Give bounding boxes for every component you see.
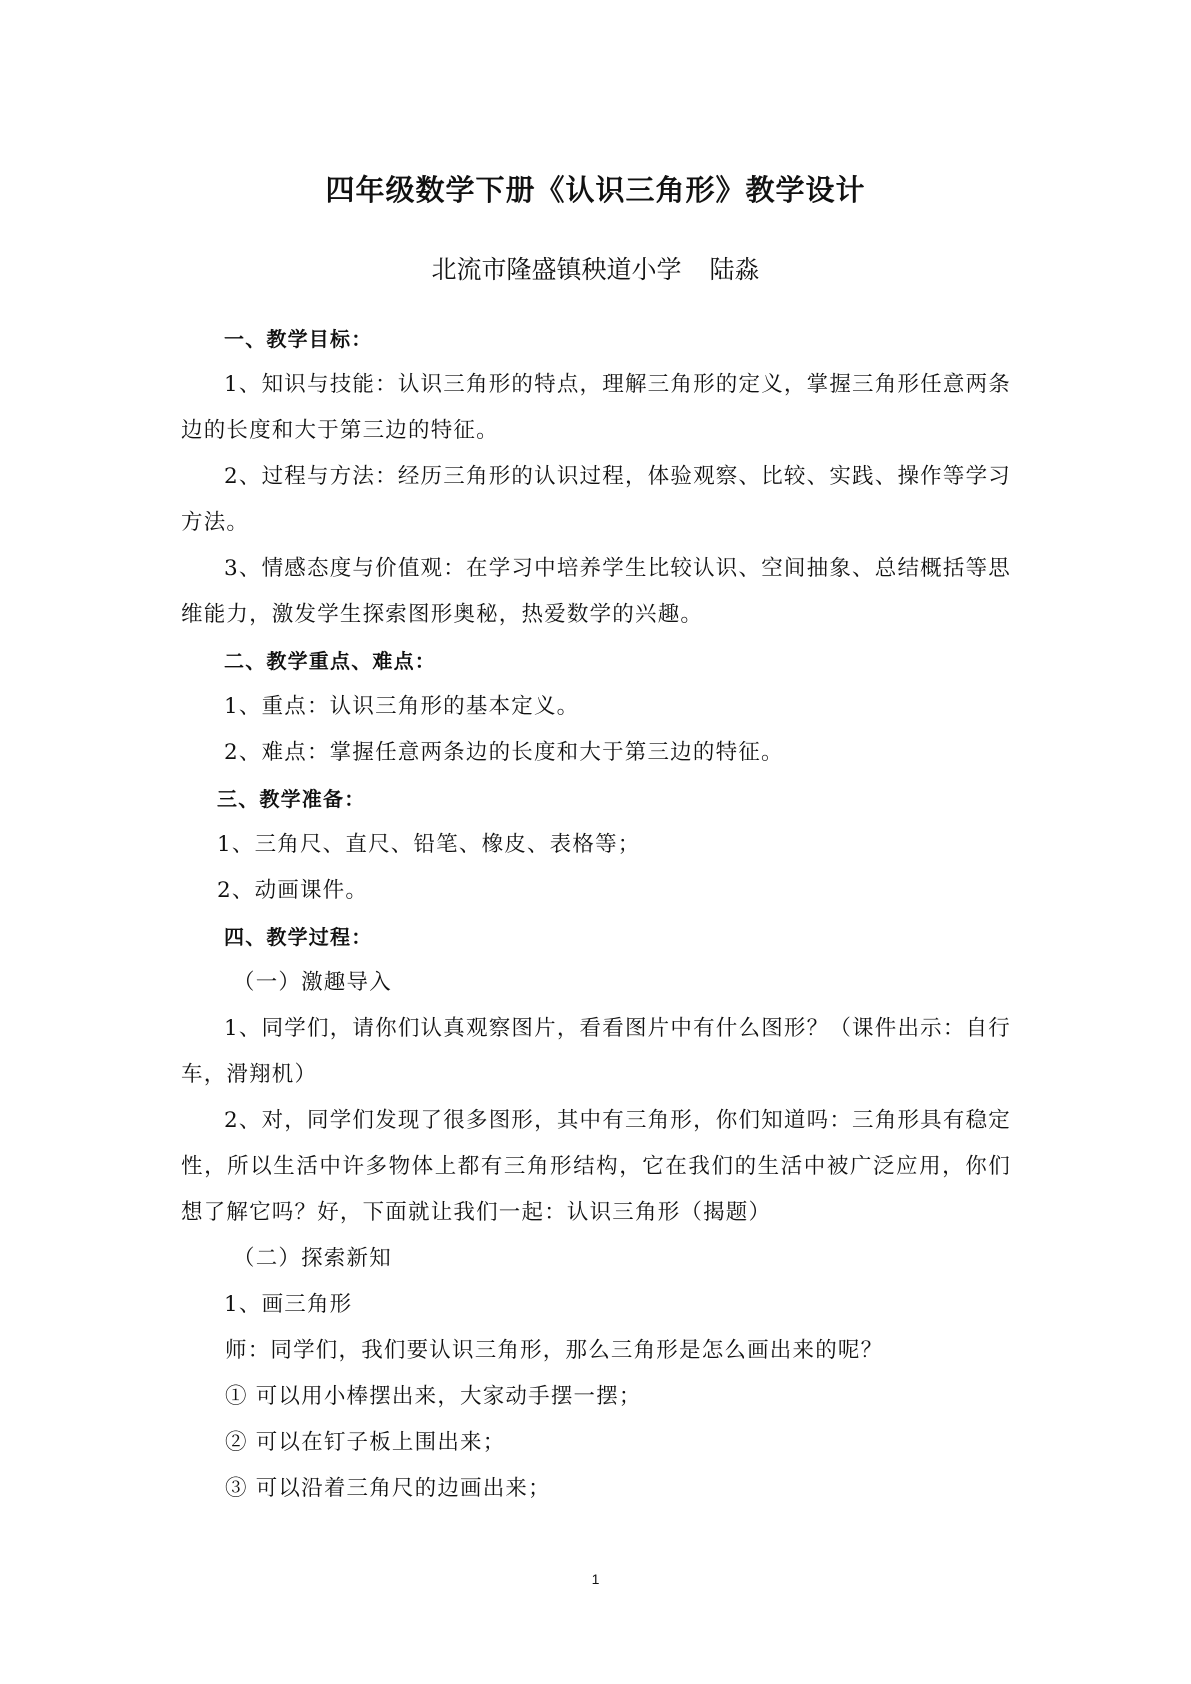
section-heading-objectives: 一、教学目标： [224,327,373,351]
section-heading-key-points: 二、教学重点、难点： [224,649,436,673]
section-heading-process: 四、教学过程： [224,925,373,949]
paragraph-courseware: 2、动画课件。 [217,878,369,903]
list-item-set-square: ③ 可以沿着三角尺的边画出来； [225,1476,551,1501]
paragraph-draw-triangle: 1、画三角形 [224,1292,353,1317]
paragraph-teacher-question: 师：同学们，我们要认识三角形，那么三角形是怎么画出来的呢？ [225,1338,884,1363]
paragraph-knowledge-skills: 1、知识与技能：认识三角形的特点，理解三角形的定义，掌握三角形任意两条边的长度和大于第三边的特征。 [181,372,1011,443]
paragraph-difficult-point: 2、难点：掌握任意两条边的长度和大于第三边的特征。 [224,740,784,765]
author-line [0,252,1191,288]
paragraph-observe-pictures: 1、同学们，请你们认真观察图片，看看图片中有什么图形？（课件出示：自行车，滑翔机） [181,1016,1011,1087]
section-heading-preparation: 三、教学准备： [217,787,366,811]
paragraph-attitude-values: 3、情感态度与价值观：在学习中培养学生比较认识、空间抽象、总结概括等思维能力，激发学生探索图形奥秘，热爱数学的兴趣。 [181,556,1011,627]
subsection-heading-introduction: （一）激趣导入 [233,970,392,995]
document-title: 四年级数学下册《认识三角形》教学设计 [325,173,866,207]
paragraph-materials: 1、三角尺、直尺、铅笔、橡皮、表格等； [217,832,641,857]
paragraph-process-method: 2、过程与方法：经历三角形的认识过程，体验观察、比较、实践、操作等学习方法。 [181,464,1011,535]
subsection-heading-explore: （二）探索新知 [233,1246,392,1271]
author-name: 陆淼 [709,255,760,284]
author-school: 北流市隆盛镇秧道小学 [431,255,682,284]
document-body [181,316,1011,1512]
paragraph-key-point: 1、重点：认识三角形的基本定义。 [224,694,580,719]
list-item-nail-board: ② 可以在钉子板上围出来； [225,1430,506,1455]
list-item-sticks: ① 可以用小棒摆出来，大家动手摆一摆； [225,1384,642,1409]
paragraph-stability: 2、对，同学们发现了很多图形，其中有三角形，你们知道吗：三角形具有稳定性，所以生活中许多物体上都有三角形结构，它在我们的生活中被广泛应用，你们想了解它吗？好，下面就让我们一起：认识三角形（揭题） [181,1108,1011,1225]
page-number: 1 [591,1571,600,1587]
